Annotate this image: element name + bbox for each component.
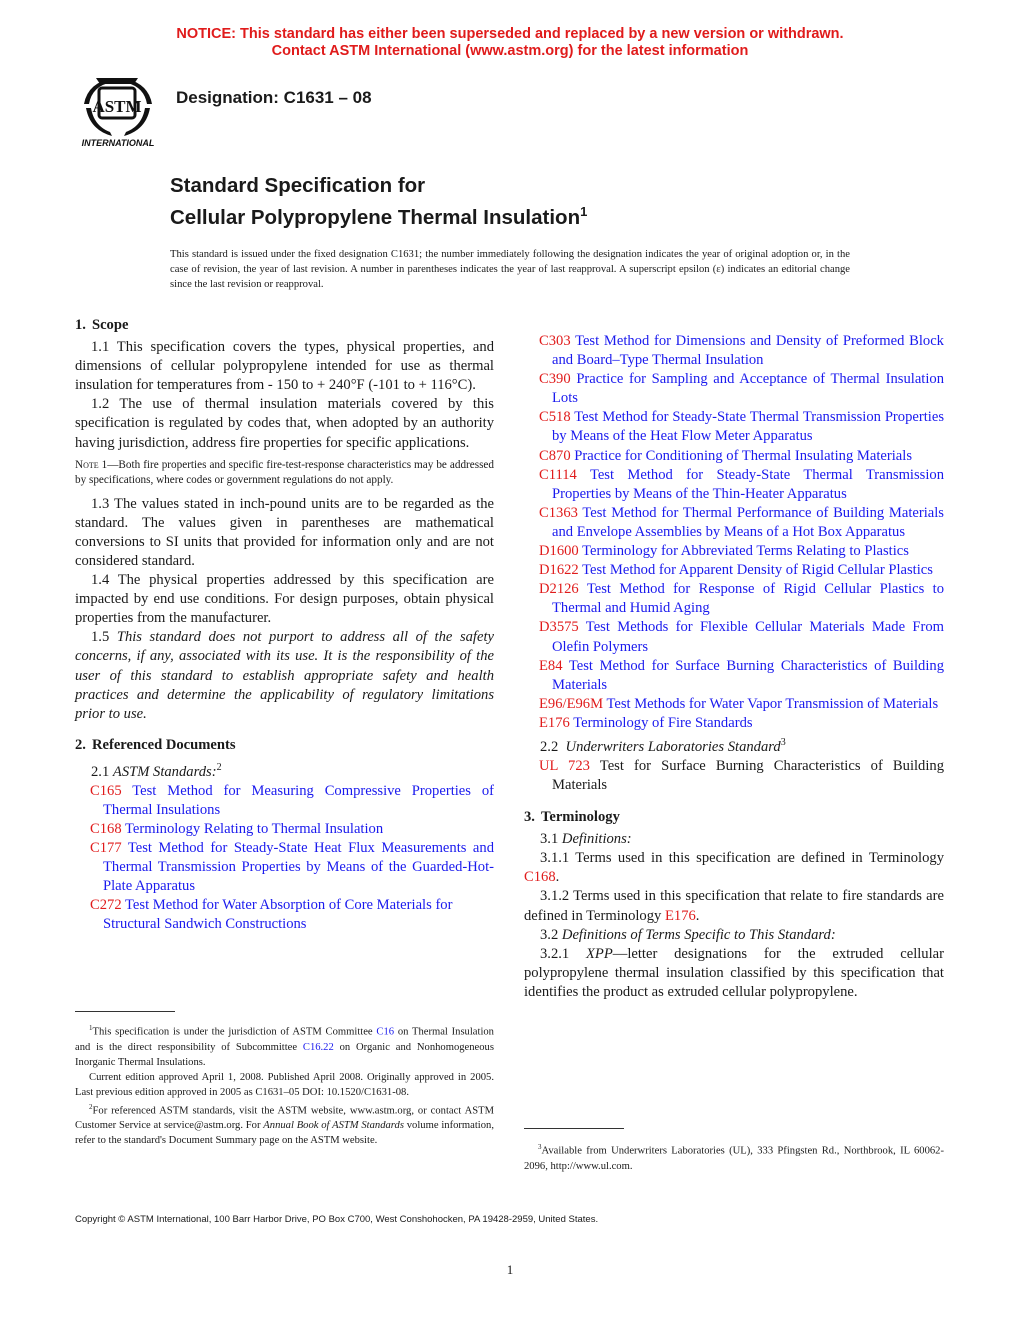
ref-e96[interactable]: E96/E96M Test Methods for Water Vapor Transmission of Materials <box>539 695 939 712</box>
ref-ul723[interactable]: UL 723 Test for Surface Burning Characteristics of Building Materials <box>539 757 945 794</box>
footnote-1-edition: Current edition approved April 1, 2008. Published April 2008. Originally approved in 2005. Last previous edition approved in 2005 as C1631–05 DOI: 10.1520/C1631-08. <box>75 1071 494 1098</box>
ref-c165[interactable]: C165 Test Method for Measuring Compressive Properties of Thermal Insulations <box>90 782 494 818</box>
ref-c518[interactable]: C518 Test Method for Steady-State Thermal Transmission Properties by Means of the Heat Flow Meter Apparatus <box>539 409 944 445</box>
section-3-heading: 3. Terminology <box>524 809 620 826</box>
paragraph-3-1: 3.1 Definitions: <box>540 831 632 848</box>
ref-c168[interactable]: C168 Terminology Relating to Thermal Insulation <box>90 821 384 838</box>
paragraph-3-2-1: 3.2.1 XPP—letter designations for the extruded cellular polypropylene thermal insulation classified by this specification that identifies the product as extruded cellular polypropylene. <box>524 945 944 1000</box>
logo-text-top: ASTM <box>92 97 142 116</box>
ref-c177[interactable]: C177 Test Method for Steady-State Heat Flux Measurements and Thermal Transmission Properties by Means of the Guarded-Hot-Plate Apparatus <box>90 840 494 895</box>
ref-d3575[interactable]: D3575 Test Methods for Flexible Cellular Materials Made From Olefin Polymers <box>539 619 945 655</box>
copyright: Copyright © ASTM International, 100 Barr Harbor Drive, PO Box C700, West Conshohocken, PA 19428-2959, United States. <box>75 1214 599 1225</box>
paragraph-1-2: 1.2 The use of thermal insulation materials covered by this specification is regulated by codes that, when adopted by an authority having jurisdiction, address fire properties for specific applications. <box>75 396 494 451</box>
paragraph-2-1: 2.1 ASTM Standards:$^2$ <box>91 761 222 780</box>
ref-c870[interactable]: C870 Practice for Conditioning of Thermal Insulating Materials <box>539 447 913 464</box>
ref-d2126[interactable]: D2126 Test Method for Response of Rigid Cellular Plastics to Thermal and Humid Aging <box>539 581 945 617</box>
designation: Designation: C1631 – 08 <box>176 88 372 107</box>
footnotes-left <box>75 1021 494 1148</box>
title-line-1: Standard Specification for <box>170 174 426 197</box>
ref-e176[interactable]: E176 Terminology of Fire Standards <box>539 714 753 731</box>
paragraph-1-4: 1.4 The physical properties addressed by this specification are impacted by end use conditions. For design purposes, obtain physical properties from the manufacturer. <box>75 572 494 627</box>
ref-e84[interactable]: E84 Test Method for Surface Burning Characteristics of Building Materials <box>539 657 944 693</box>
paragraph-3-1-2: 3.1.2 Terms used in this specification that relate to fire standards are defined in Terminology E176. <box>524 888 944 924</box>
page-number: 1 <box>506 1262 514 1277</box>
footnote-rule-left <box>75 1011 175 1012</box>
note-1: Note 1—Both fire properties and specific fire-test-response characteristics may be addressed by specifications, where codes or government regulations do not apply. <box>75 458 494 487</box>
title-line-2: Cellular Polypropylene Thermal Insulation <box>170 205 581 229</box>
issued-note: This standard is issued under the fixed designation C1631; the number immediately following the designation indicates the year of original adoption or, in the case of revision, the year of last revision. A number in parentheses indicates the year of last reapproval. A superscript epsilon (ε) indicates an editorial change since the last revision or reapproval. <box>170 249 850 290</box>
title-footnote-mark: 1 <box>580 204 588 219</box>
document-title <box>170 173 587 231</box>
footnote-3: $^3$Available from Underwriters Laboratories (UL), 333 Pfingsten Rd., Northbrook, IL 60062-2096, http://www.ul.com. <box>524 1143 944 1172</box>
footnote-2: $^2$For referenced ASTM standards, visit the ASTM website, www.astm.org, or contact ASTM Customer Service at service@astm.org. For Annual Book of ASTM Standards volume information, refer to the standard's Document Summary page on the ASTM website. <box>75 1102 494 1147</box>
ref-c1363[interactable]: C1363 Test Method for Thermal Performance of Building Materials and Envelope Assemblies by Means of a Hot Box Apparatus <box>539 504 944 540</box>
footnote-rule-right <box>524 1128 624 1129</box>
ref-c272[interactable]: C272 Test Method for Water Absorption of Core Materials for Structural Sandwich Constructions <box>90 897 453 933</box>
footnote-1: $^1$This specification is under the jurisdiction of ASTM Committee C16 on Thermal Insulation and is the direct responsibility of Subcommittee C16.22 on Organic and Nonhomogeneous Inorganic Thermal Insulations. <box>75 1024 494 1068</box>
paragraph-2-2: 2.2 Underwriters Laboratories Standard$^3$ <box>540 736 786 755</box>
link-e176[interactable]: E176 <box>664 907 696 924</box>
paragraph-3-2: 3.2 Definitions of Terms Specific to This Standard: <box>540 926 836 943</box>
section-2-heading: 2. Referenced Documents <box>75 736 236 753</box>
logo-text-bottom: INTERNATIONAL <box>81 138 155 148</box>
ref-c1114[interactable]: C1114 Test Method for Steady-State Thermal Transmission Properties by Means of the Thin-Heater Apparatus <box>539 466 944 502</box>
link-c168[interactable]: C168 <box>524 869 556 886</box>
ref-d1600[interactable]: D1600 Terminology for Abbreviated Terms Relating to Plastics <box>539 543 909 560</box>
paragraph-1-5: 1.5 This standard does not purport to address all of the safety concerns, if any, associated with its use. It is the responsibility of the user of this standard to establish appropriate safety and health practices and determine the applicability of regulatory limitations prior to use. <box>75 629 494 722</box>
ref-d1622[interactable]: D1622 Test Method for Apparent Density of Rigid Cellular Plastics <box>539 562 933 579</box>
right-column <box>524 313 944 1002</box>
astm-international-logo <box>74 74 162 148</box>
supersede-notice <box>0 26 1020 60</box>
ref-c303[interactable]: C303 Test Method for Dimensions and Density of Preformed Block and Board–Type Thermal Insulation <box>539 333 944 369</box>
notice-line-2: Contact ASTM International (www.astm.org) for the latest information <box>271 43 749 59</box>
ref-c390[interactable]: C390 Practice for Sampling and Acceptance of Thermal Insulation Lots <box>539 371 944 407</box>
notice-line-1: NOTICE: This standard has either been superseded and replaced by a new version or withdrawn. <box>176 26 844 42</box>
left-column <box>75 313 494 935</box>
paragraph-1-3: 1.3 The values stated in inch-pound units are to be regarded as the standard. The values given in parentheses are mathematical conversions to SI units that provided for information only and are not considered standard. <box>75 495 494 569</box>
paragraph-3-1-1: 3.1.1 Terms used in this specification are defined in Terminology C168. <box>524 850 944 886</box>
paragraph-1-1: 1.1 This specification covers the types, physical properties, and dimensions of cellular polypropylene intended for use as thermal insulation for temperatures from - 150 to + 240°F (-101 to + 116°C). <box>75 339 494 394</box>
section-1-heading: 1. Scope <box>75 317 129 333</box>
